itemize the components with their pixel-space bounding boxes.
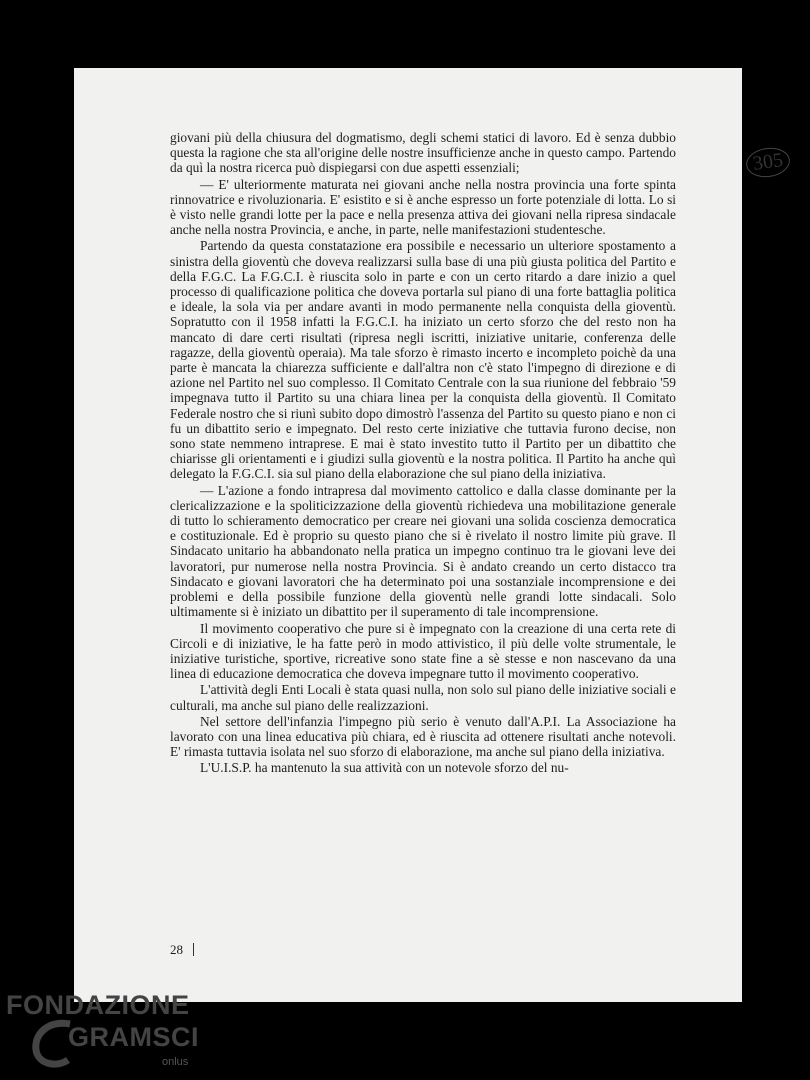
- paragraph: L'U.I.S.P. ha mantenuto la sua attività con un notevole sforzo del nu-: [200, 760, 569, 776]
- paragraph: — L'azione a fondo intrapresa dal movimento cattolico e dalla classe dominante per la clericalizzazione e la spoliticizzazione della gioventù richiedeva una mobilitazione generale di tutto lo schieramento democratico per creare nei giovani una solida coscienza democratica e costituzionale. Ed è proprio su questo piano che si è rivelato il nostro limite più grave. Il Sindacato unitario ha abbandonato nella pratica un impegno continuo tra le giovani leve dei lavoratori, pur numerose nella nostra Provincia. Si è andato creando un certo distacco tra Sindacato e giovani lavoratori che ha determinato poi una sostanziale incomprensione e dei problemi e della possibile funzione della gioventù nelle grandi lotte sindacali. Solo ultimamente si è iniziato un dibattito per il superamento di tale incomprensione.: [170, 482, 676, 620]
- page-number: [170, 942, 194, 958]
- logo-line2: GRAMSCI: [68, 1022, 199, 1052]
- logo-line3: onlus: [162, 1056, 189, 1068]
- page-number-value: 28: [170, 942, 183, 957]
- archive-stamp: 305: [744, 145, 792, 180]
- paragraph: Il movimento cooperativo che pure si è impegnato con la creazione di una certa rete di Circoli e di iniziative, le ha fatte però in modo attivistico, il più delle volte strumentale, le iniziative turistiche, sportive, ricreative sono state fine a sè stesse e non nascevano da una linea di educazione democratica che doveva impegnare tutto il movimento cooperativo.: [170, 620, 676, 682]
- folio-rule: [193, 943, 194, 956]
- paragraph: giovani più della chiusura del dogmatismo, degli schemi statici di lavoro. Ed è senza dubbio questa la ragione che sta all'origine delle nostre insufficienze anche in questo campo. Partendo da quì la nostra ricerca può dispiegarsi con due aspetti essenziali;: [170, 130, 676, 176]
- document-page: [74, 68, 785, 1002]
- body-text: [170, 130, 676, 776]
- paragraph: — E' ulteriormente maturata nei giovani anche nella nostra provincia una forte spinta rinnovatrice e rivoluzionaria. E' esistito e si è anche espresso un forte potenziale di lotta. Lo si è visto nelle grandi lotte per la pace e nella presenza attiva dei giovani nella ripresa sindacale anche nella nostra Provincia, e anche, in parte, nelle manifestazioni studentesche.: [170, 176, 676, 238]
- paragraph: Nel settore dell'infanzia l'impegno più serio è venuto dall'A.P.I. La Associazione ha lavorato con una linea educativa più chiara, ed è riuscita ad ottenere risultati anche notevoli. E' rimasta tuttavia isolata nel suo sforzo di elaborazione, ma anche sul piano della iniziativa.: [170, 713, 676, 760]
- paragraph: L'attività degli Enti Locali è stata quasi nulla, non solo sul piano delle iniziative sociali e culturali, ma anche sul piano delle realizzazioni.: [170, 682, 676, 713]
- fondazione-gramsci-logo: [0, 990, 210, 1080]
- logo-line1: FONDAZIONE: [6, 990, 190, 1020]
- paragraph: Partendo da questa constatazione era possibile e necessario un ulteriore spostamento a sinistra della gioventù che doveva realizzarsi sulla base di una più giusta politica del Partito e della F.G.C. La F.G.C.I. è riuscita solo in parte e con un certo ritardo a dare inizio a quel processo di qualificazione politica che doveva portarla sul piano di una forte battaglia politica e ideale, la sola via per andare avanti in modo permanente nella conquista della gioventù. Sopratutto con il 1958 infatti la F.G.C.I. ha iniziato un certo sforzo che del resto non ha mancato di dare certi risultati (ripresa negli iscritti, iniziative unitarie, conferenza delle ragazze, della gioventù operaia). Ma tale sforzo è rimasto incerto e incompleto poichè da una parte è mancata la chiarezza sufficiente e dall'altra non c'è stato l'impegno di direzione e di azione nel Partito nel suo complesso. Il Comitato Centrale con la sua riunione del febbraio '59 impegnava tutto il Partito su una chiara linea per la conquista della gioventù. Il Comitato Federale nostro che si riunì subito dopo dimostrò l'assenza del Partito su questo piano e non ci fu un dibattito serio e impegnato. Del resto certe iniziative che tuttavia furono decise, non sono state nemmeno intraprese. E mai è stato investito tutto il Partito per un dibattito che chiarisse gli orientamenti e i giudizi sulla gioventù e la nostra politica. Il Partito ha anche quì delegato la F.G.C.I. sia sul piano della elaborazione che sul piano della iniziativa.: [170, 238, 676, 482]
